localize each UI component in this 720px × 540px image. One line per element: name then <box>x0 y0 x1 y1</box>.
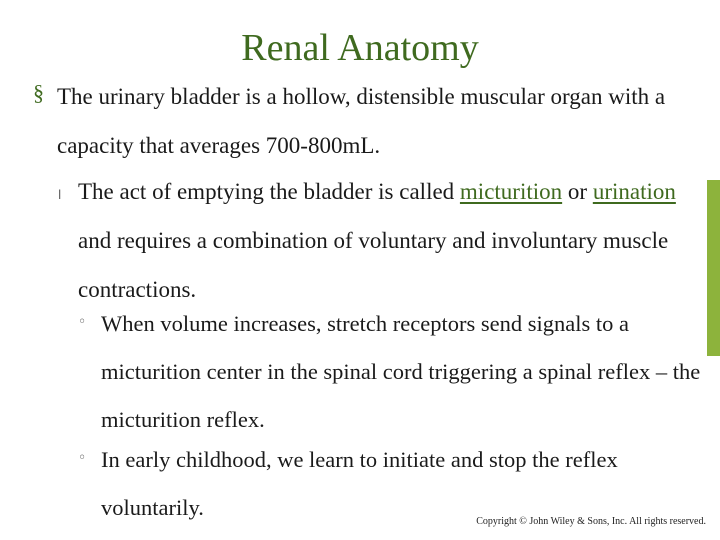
bullet-2-text-mid: or <box>562 179 593 204</box>
bullet-text-3: When volume increases, stretch receptors send signals to a micturition center in the spinal cord triggering a spinal reflex – the micturition reflex. <box>101 311 701 432</box>
bullet-2-text-after: and requires a combination of voluntary and involuntary muscle contractions. <box>78 228 669 302</box>
bullet-marker-3: ◦ <box>78 314 87 330</box>
term-micturition-link[interactable]: micturition <box>459 179 563 204</box>
bullet-text-4: In early childhood, we learn to initiate and stop the reflex voluntarily. <box>101 447 618 520</box>
bullet-2-text-before: The act of emptying the bladder is called <box>78 179 460 204</box>
slide-title: Renal Anatomy <box>241 27 479 69</box>
term-urination-link[interactable]: urination <box>592 179 676 204</box>
bullet-marker-1: § <box>33 80 44 105</box>
bullet-text-1: The urinary bladder is a hollow, distensible muscular organ with a capacity that averages 700-800mL. <box>57 84 666 158</box>
accent-bar <box>707 180 720 356</box>
bullet-marker-2: l <box>58 188 62 202</box>
copyright-notice: Copyright © John Wiley & Sons, Inc. All rights reserved. <box>476 516 706 527</box>
bullet-marker-4: ◦ <box>78 450 87 466</box>
bullet-text-2 <box>78 167 690 314</box>
